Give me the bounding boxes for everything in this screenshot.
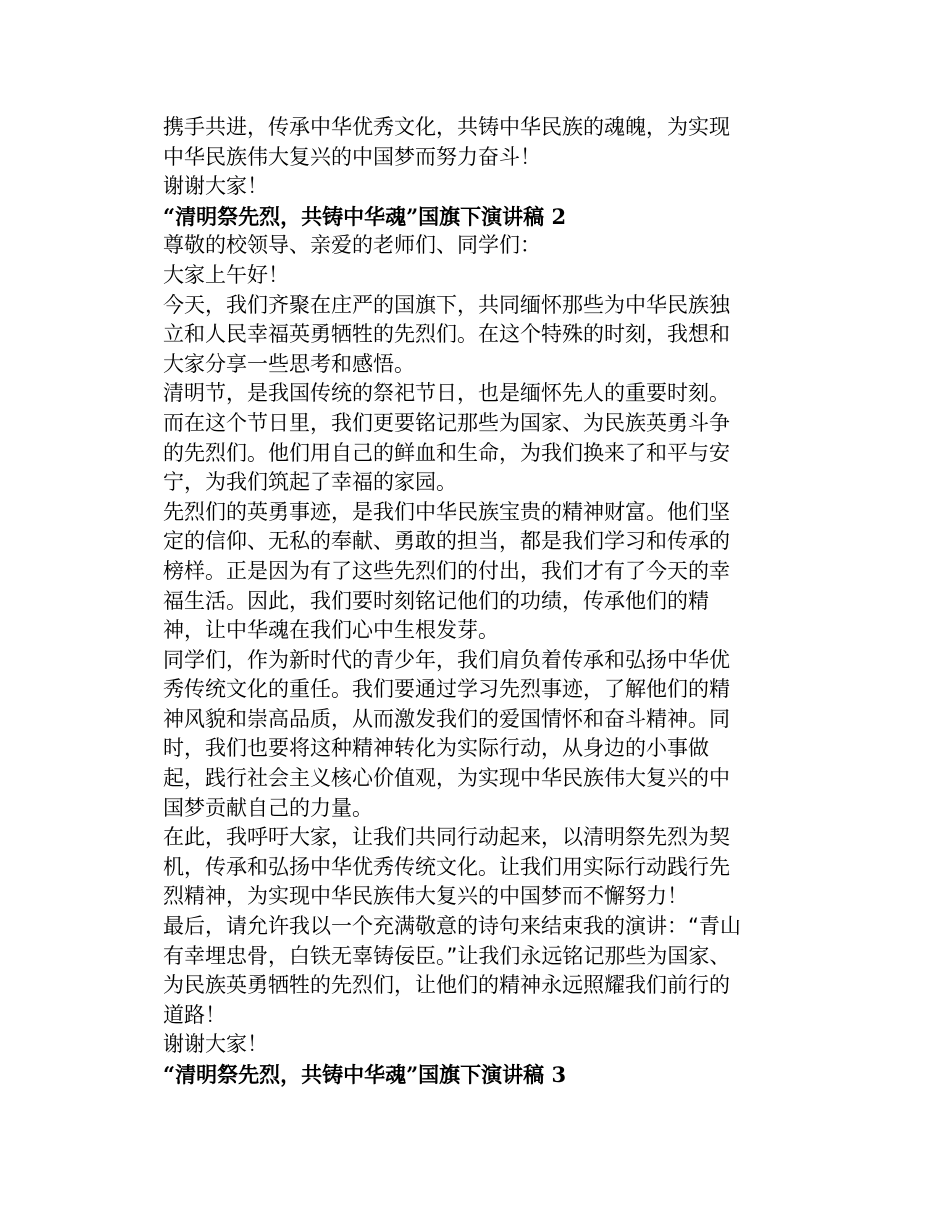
- text-line: 中华民族伟大复兴的中国梦而努力奋斗！: [163, 144, 541, 169]
- text-line: 而在这个节日里，我们更要铭记那些为国家、为民族英勇斗争: [163, 410, 730, 435]
- text-line: 为民族英勇牺牲的先烈们，让他们的精神永远照耀我们前行的: [163, 973, 730, 998]
- text-line: 携手共进，传承中华优秀文化，共铸中华民族的魂魄，为实现: [163, 115, 730, 139]
- text-line: 立和人民幸福英勇牺牲的先烈们。在这个特殊的时刻，我想和: [163, 322, 730, 347]
- text-line: 定的信仰、无私的奉献、勇敢的担当，都是我们学习和传承的: [163, 529, 730, 554]
- text-line: 在此，我呼吁大家，让我们共同行动起来，以清明祭先烈为契: [163, 825, 730, 850]
- section-heading: “清明祭先烈，共铸中华魂”国旗下演讲稿 3: [163, 1062, 567, 1087]
- text-line: 先烈们的英勇事迹，是我们中华民族宝贵的精神财富。他们坚: [163, 499, 730, 524]
- text-line: 国梦贡献自己的力量。: [163, 795, 373, 820]
- document-page: [163, 113, 783, 1090]
- text-line: 大家上午好！: [163, 262, 289, 287]
- text-line: 宁，为我们筑起了幸福的家园。: [163, 470, 457, 495]
- text-line: 今天，我们齐聚在庄严的国旗下，共同缅怀那些为中华民族独: [163, 292, 730, 317]
- text-line: 烈精神，为实现中华民族伟大复兴的中国梦而不懈努力！: [163, 884, 688, 909]
- text-line: 秀传统文化的重任。我们要通过学习先烈事迹，了解他们的精: [163, 677, 730, 702]
- text-line: 福生活。因此，我们要时刻铭记他们的功绩，传承他们的精: [163, 588, 709, 613]
- text-line: 时，我们也要将这种精神转化为实际行动，从身边的小事做: [163, 736, 709, 761]
- text-line: 起，践行社会主义核心价值观，为实现中华民族伟大复兴的中: [163, 766, 730, 791]
- text-line: 机，传承和弘扬中华优秀传统文化。让我们用实际行动践行先: [163, 854, 730, 879]
- text-line: 尊敬的校领导、亲爱的老师们、同学们：: [163, 233, 541, 258]
- text-line: 最后，请允许我以一个充满敬意的诗句来结束我的演讲：“青山: [163, 914, 741, 939]
- text-line: 有幸埋忠骨，白铁无辜铸佞臣。”让我们永远铭记那些为国家、: [163, 943, 731, 968]
- section-heading: “清明祭先烈，共铸中华魂”国旗下演讲稿 2: [163, 203, 567, 229]
- text-line: 道路！: [163, 1002, 226, 1027]
- text-line: 神风貌和崇高品质，从而激发我们的爱国情怀和奋斗精神。同: [163, 706, 730, 731]
- text-line: 榜样。正是因为有了这些先烈们的付出，我们才有了今天的幸: [163, 558, 730, 583]
- text-line: 清明节，是我国传统的祭祀节日，也是缅怀先人的重要时刻。: [163, 381, 730, 406]
- text-line: 同学们，作为新时代的青少年，我们肩负着传承和弘扬中华优: [163, 647, 730, 672]
- text-line: 的先烈们。他们用自己的鲜血和生命，为我们换来了和平与安: [163, 440, 730, 465]
- text-line: 大家分享一些思考和感悟。: [163, 351, 415, 376]
- text-line: 神，让中华魂在我们心中生根发芽。: [163, 618, 499, 643]
- text-line: 谢谢大家！: [163, 174, 268, 199]
- text-line: 谢谢大家！: [163, 1032, 268, 1057]
